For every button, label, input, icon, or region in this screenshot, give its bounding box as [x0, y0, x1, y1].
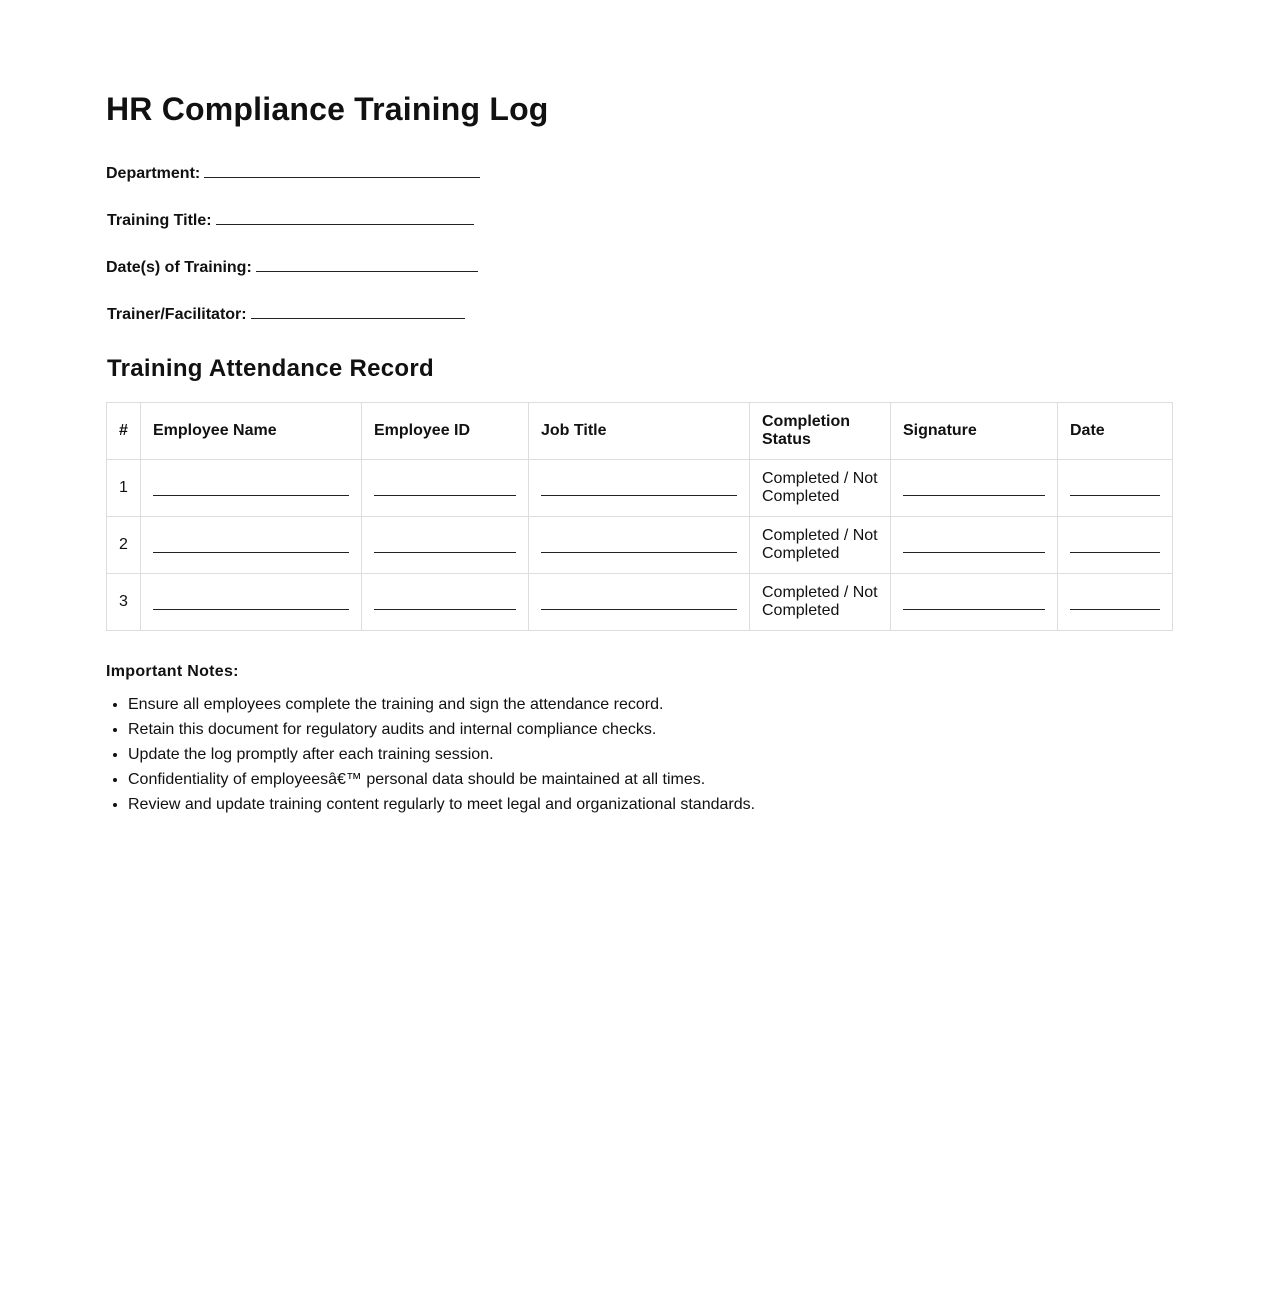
- employee-id-blank-line: [374, 494, 516, 496]
- table-row: [107, 460, 1173, 517]
- employee-name-cell[interactable]: [141, 460, 362, 517]
- training-title-label: Training Title:: [107, 212, 212, 229]
- employee-id-cell[interactable]: [362, 460, 529, 517]
- date-blank-line: [1070, 551, 1160, 553]
- row-number: 2: [107, 517, 141, 574]
- signature-cell[interactable]: [891, 517, 1058, 574]
- signature-cell[interactable]: [891, 574, 1058, 631]
- header-date: Date: [1058, 403, 1173, 460]
- note-item: • Confidentiality of employeesâ€™ personal data should be maintained at all times.: [128, 767, 755, 792]
- note-item: • Ensure all employees complete the training and sign the attendance record.: [128, 692, 755, 717]
- employee-name-blank-line: [153, 608, 349, 610]
- table-row: [107, 517, 1173, 574]
- job-title-cell[interactable]: [529, 574, 750, 631]
- trainer-field: [107, 304, 465, 325]
- table-row: [107, 574, 1173, 631]
- date-blank-line: [1070, 494, 1160, 496]
- completion-status-cell: Completed / Not Completed: [750, 517, 891, 574]
- job-title-blank-line: [541, 551, 737, 553]
- department-field: [106, 163, 480, 184]
- employee-id-blank-line: [374, 608, 516, 610]
- department-blank-line[interactable]: [204, 163, 480, 178]
- header-number: #: [107, 403, 141, 460]
- notes-title: Important Notes:: [106, 663, 239, 680]
- row-number: 1: [107, 460, 141, 517]
- employee-name-cell[interactable]: [141, 574, 362, 631]
- trainer-label: Trainer/Facilitator:: [107, 306, 247, 323]
- training-dates-blank-line[interactable]: [256, 257, 478, 272]
- employee-name-cell[interactable]: [141, 517, 362, 574]
- note-item: • Retain this document for regulatory audits and internal compliance checks.: [128, 717, 755, 742]
- document-title: HR Compliance Training Log: [106, 91, 549, 127]
- row-number: 3: [107, 574, 141, 631]
- job-title-cell[interactable]: [529, 517, 750, 574]
- header-employee-id: Employee ID: [362, 403, 529, 460]
- date-cell[interactable]: [1058, 460, 1173, 517]
- header-employee-name: Employee Name: [141, 403, 362, 460]
- trainer-blank-line[interactable]: [251, 304, 465, 319]
- signature-cell[interactable]: [891, 460, 1058, 517]
- employee-id-cell[interactable]: [362, 517, 529, 574]
- header-completion-status: Completion Status: [750, 403, 891, 460]
- signature-blank-line: [903, 494, 1045, 496]
- note-item: • Update the log promptly after each training session.: [128, 742, 755, 767]
- training-dates-label: Date(s) of Training:: [106, 259, 252, 276]
- header-signature: Signature: [891, 403, 1058, 460]
- department-label: Department:: [106, 165, 201, 182]
- date-cell[interactable]: [1058, 574, 1173, 631]
- job-title-cell[interactable]: [529, 460, 750, 517]
- attendance-table: [106, 402, 1173, 631]
- date-blank-line: [1070, 608, 1160, 610]
- employee-id-cell[interactable]: [362, 574, 529, 631]
- training-title-blank-line[interactable]: [216, 210, 474, 225]
- employee-name-blank-line: [153, 494, 349, 496]
- completion-status-cell: Completed / Not Completed: [750, 460, 891, 517]
- employee-id-blank-line: [374, 551, 516, 553]
- signature-blank-line: [903, 608, 1045, 610]
- section-title: Training Attendance Record: [107, 355, 434, 382]
- job-title-blank-line: [541, 494, 737, 496]
- training-title-field: [107, 210, 474, 231]
- completion-status-cell: Completed / Not Completed: [750, 574, 891, 631]
- job-title-blank-line: [541, 608, 737, 610]
- date-cell[interactable]: [1058, 517, 1173, 574]
- employee-name-blank-line: [153, 551, 349, 553]
- notes-list: [106, 692, 755, 817]
- training-dates-field: [106, 257, 478, 278]
- table-header-row: [107, 403, 1173, 460]
- signature-blank-line: [903, 551, 1045, 553]
- header-job-title: Job Title: [529, 403, 750, 460]
- note-item: • Review and update training content regularly to meet legal and organizational standards.: [128, 792, 755, 817]
